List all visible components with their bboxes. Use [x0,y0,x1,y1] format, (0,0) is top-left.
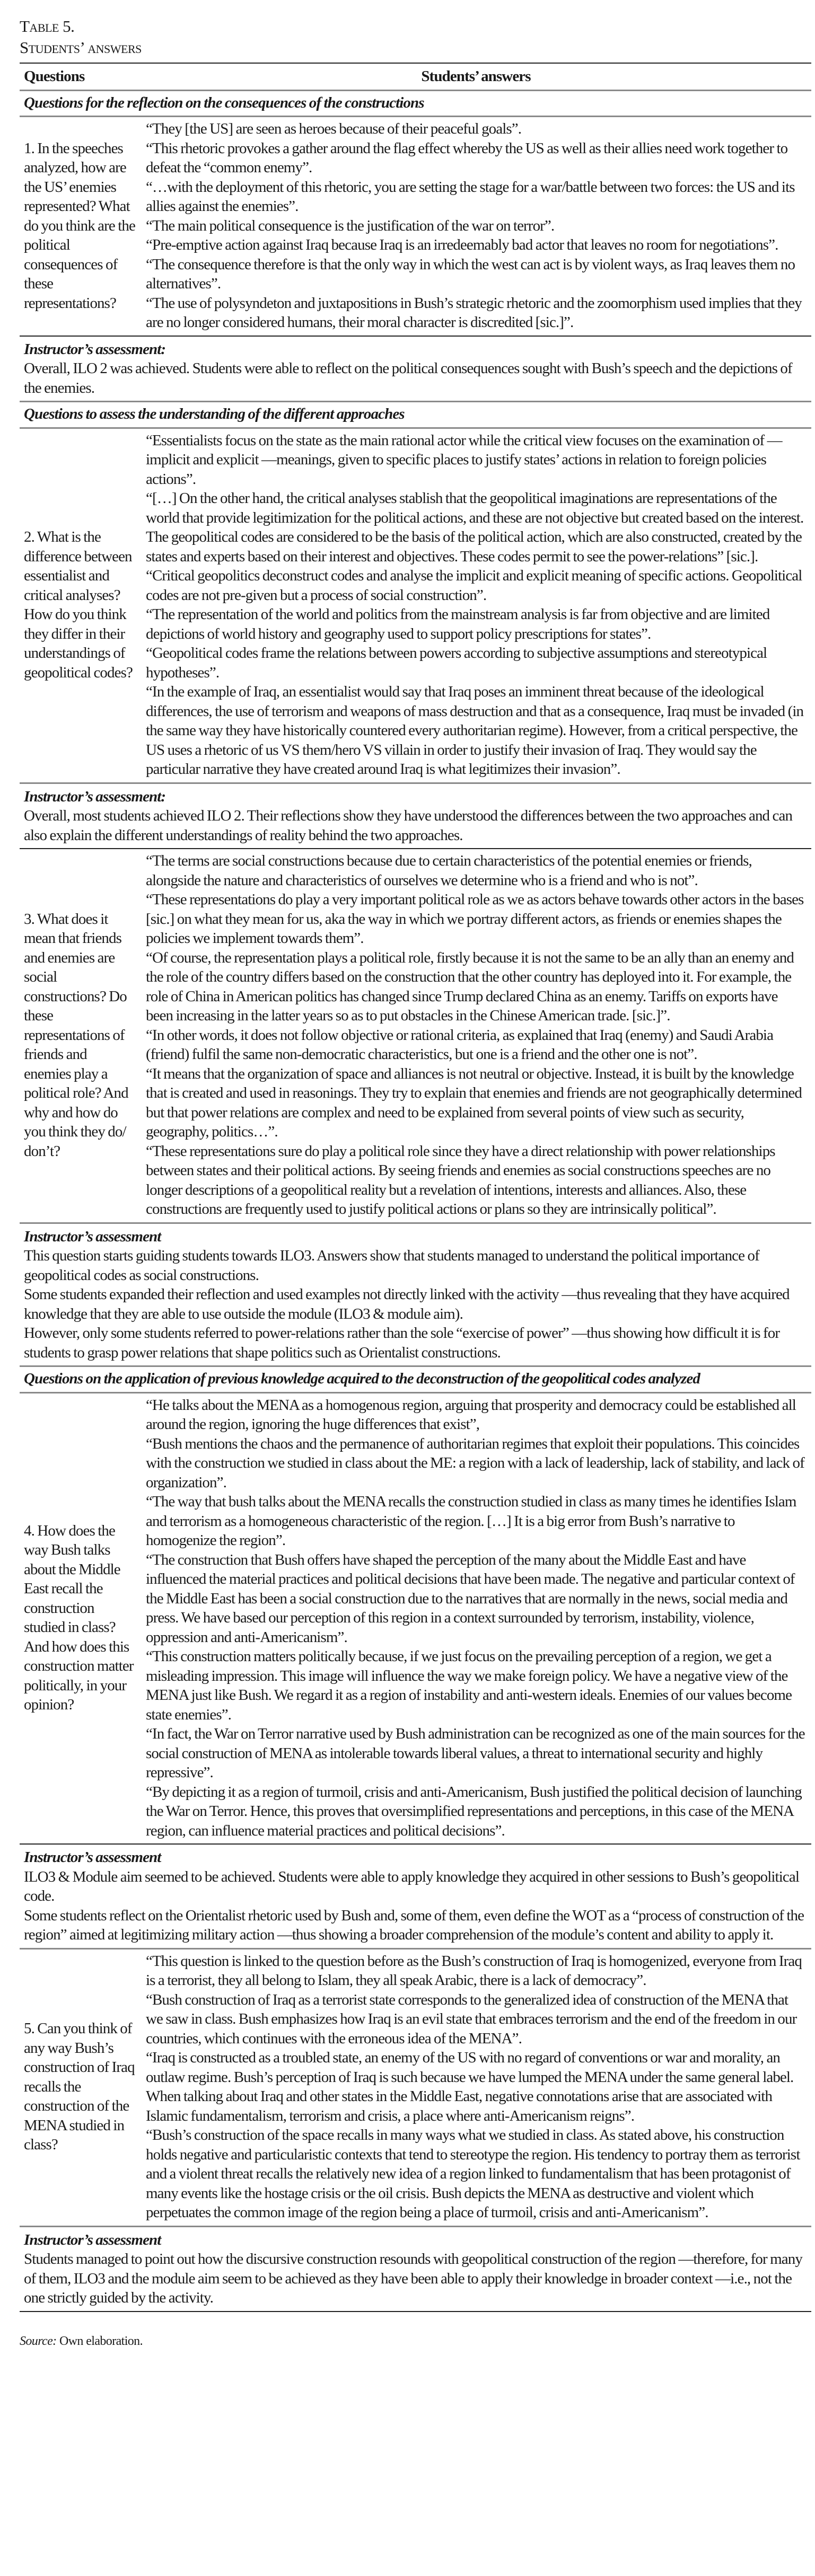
section-header-row [20,1366,811,1393]
student-answer: “…with the deployment of this rhetoric, you are setting the stage for a war/battle between two forces: the US and its allies against the enemies”. [146,178,795,215]
answers-column-header: Students’ answers [141,63,811,90]
assessment-title: Instructor’s assessment: [24,340,166,358]
source-label: Source: [20,2334,57,2348]
assessment-title: Instructor’s assessment [24,1849,161,1866]
student-answer: “This rhetoric provokes a gather around the flag effect whereby the US as well as their allies need work together to defeat the “common enemy”. [146,139,788,176]
student-answer: “[…] On the other hand, the critical analyses stablish that the geopolitical imaginations are representations of the world that provide legitimization for the political actions, and these are not objective but created based on the interest. The geopolitical codes are considered to be the basis of the political action, which are also constructed, created by the states and experts based on their interest and objectives. These codes permit to see the power-relations” [sic.]. [146,490,804,565]
instructor-assessment-cell [20,336,811,402]
questions-column-header: Questions [20,63,141,90]
question-cell: 4. How does the way Bush talks about the Middle East recall the construction studied in class? And how does this construction matter politically, in your opinion? [20,1392,141,1844]
instructor-assessment-row [20,2226,811,2312]
question-row [20,1392,811,1844]
assessment-paragraph: However, only some students referred to power-relations rather than the sole “exercise of power” —thus showing how difficult it is for students to grasp power relations that shape politics such as Orientalist constructions. [24,1325,780,1361]
section-header-row [20,402,811,428]
student-answer: “Bush mentions the chaos and the permanence of authoritarian regimes that exploit their populations. This coincides with the construction we studied in class about the ME: a region with a lack of leadership, lack of stability, and lack of organization”. [146,1435,804,1491]
instructor-assessment-row [20,336,811,402]
student-answer: “Bush’s construction of the space recalls in many ways what we studied in class. As stated above, his construction holds negative and particularistic contexts that tend to stereotype the region. His tendency to portray them as terrorist and a violent threat recalls the relatively new idea of a region linked to fundamentalism that has been protagonist of many events like the hostage crisis or the oil crisis. Bush depicts the MENA as destructive and violent which perpetuates the common image of the region being a place of turmoil, crisis and anti-Americanism”. [146,2127,800,2221]
question-cell: 1. In the speeches analyzed, how are the US’ enemies represented? What do you think are the political consequences of these representations? [20,117,141,336]
assessment-paragraph: Overall, most students achieved ILO 2. Their reflections show they have understood the differences between the two approaches and can also explain the different understandings of reality behind the two approaches. [24,807,793,844]
student-answer: “The main political consequence is the justification of the war on terror”. [146,217,555,234]
student-answer: “Of course, the representation plays a political role, firstly because it is not the same to be an ally than an enemy and the role of the country differs based on the construction that the other country has deployed into it. For example, the role of China in American politics has changed since Trump declared China as an enemy. Tariffs on exports have been increasing in the latter years so as to put obstacles in the Chinese American trade. [sic.]”. [146,949,794,1024]
assessment-paragraph: Some students reflect on the Orientalist rhetoric used by Bush and, some of them, even define the WOT as a “process of construction of the region” aimed at legitimizing military action —thus showing a broader comprehension of the module’s content and ability to apply it. [24,1907,804,1943]
answers-cell [141,849,811,1223]
student-answer: “It means that the organization of space and alliances is not neutral or objective. Instead, it is built by the knowledge that is created and used in reasonings. They try to explain that enemies and friends are not geographically determined but that power relations are complex and need to be explained from several points of view such as security, geography, politics…”. [146,1065,802,1140]
student-answer: “By depicting it as a region of turmoil, crisis and anti-Americanism, Bush justified the political decision of launching the War on Terror. Hence, this proves that oversimplified representations and perceptions, in this case of the MENA region, can influence material practices and political decisions”. [146,1783,802,1839]
student-answer: “This construction matters politically because, if we just focus on the prevailing perception of a region, we get a misleading impression. This image will influence the way we make foreign policy. We have a negative view of the MENA just like Bush. We regard it as a region of instability and anti-western ideals. Enemies of our values become state enemies”. [146,1648,792,1723]
student-answer: “Critical geopolitics deconstruct codes and analyse the implicit and explicit meaning of specific actions. Geopolitical codes are not pre-given but a process of social construction”. [146,567,802,604]
question-cell: 2. What is the difference between essentialist and critical analyses? How do you think they differ in their understandings of geopolitical codes? [20,428,141,783]
source-note [20,2334,811,2349]
instructor-assessment-cell [20,2226,811,2312]
section-header-row [20,90,811,117]
student-answer: “He talks about the MENA as a homogenous region, arguing that prosperity and democracy could be established all around the region, ignoring the huge differences that exist”, [146,1396,796,1433]
assessment-title: Instructor’s assessment: [24,788,166,805]
assessment-title: Instructor’s assessment [24,1228,161,1245]
section-title: Questions to assess the understanding of the different approaches [20,402,811,428]
student-answer: “These representations do play a very important political role as we as actors behave towards other actors in the bases [sic.] on what they mean for us, aka the way in which we portray different actors, as friends or enemies shapes the policies we implement towards them”. [146,891,804,947]
student-answer: “Bush construction of Iraq as a terrorist state corresponds to the generalized idea of construction of the MENA that we saw in class. Bush emphasizes how Iraq is an evil state that embraces terrorism and the end of the freedom in our countries, which continues with the erroneous idea of the MENA”. [146,1991,797,2047]
student-answer: “The terms are social constructions because due to certain characteristics of the potential enemies or friends, alongside the nature and characteristics of ourselves we determine who is a friend and who is not”. [146,852,752,889]
student-answer: “Iraq is constructed as a troubled state, an enemy of the US with no regard of conventions or war and morality, an outlaw regime. Bush’s perception of Iraq is such because we have lumped the MENA under the same general label. When talking about Iraq and other states in the Middle East, negative connotations arise that are associated with Islamic fundamentalism, terrorism and crisis, a place where anti-Americanism reigns”. [146,2049,794,2124]
student-answer: “The construction that Bush offers have shaped the perception of the many about the Middle East and have influenced the material practices and political decisions that have been made. The negative and particular context of the Middle East has been a social construction due to the narratives that are normally in the news, social media and press. We have based our perception of this region in a context surrounded by terrorism, instability, violence, oppression and anti-Americanism”. [146,1551,795,1646]
table-header-row [20,63,811,90]
instructor-assessment-cell [20,783,811,849]
question-cell: 3. What does it mean that friends and enemies are social constructions? Do these representations of friends and enemies play a political role? And why and how do you think they do/ don’t? [20,849,141,1223]
section-title: Questions on the application of previous knowledge acquired to the deconstruction of the geopolitical codes analyzed [20,1366,811,1393]
student-answer: “Pre-emptive action against Iraq because Iraq is an irredeemably bad actor that leaves no room for negotiations”. [146,236,778,253]
assessment-paragraph: ILO3 & Module aim seemed to be achieved. Students were able to apply knowledge they acquired in other sessions to Bush’s geopolitical code. [24,1868,799,1904]
assessment-paragraph: This question starts guiding students towards ILO3. Answers show that students managed to understand the political importance of geopolitical codes as social constructions. [24,1247,759,1284]
question-row [20,428,811,783]
instructor-assessment-row [20,1844,811,1948]
assessment-paragraph: Some students expanded their reflection and used examples not directly linked with the activity —thus revealing that they have acquired knowledge that they are able to use outside the module (ILO3 & module aim). [24,1286,790,1322]
question-row [20,849,811,1223]
student-answer: “These representations sure do play a political role since they have a direct relationship with power relationships between states and their political actions. By seeing friends and enemies as social constructions speeches are no longer descriptions of a geopolitical reality but a revelation of intentions, interests and alliances. Also, these constructions are frequently used to justify political actions or plans so they are intrinsically political”. [146,1142,775,1218]
question-row [20,1948,811,2226]
question-cell: 5. Can you think of any way Bush’s construction of Iraq recalls the construction of the MENA studied in class? [20,1948,141,2226]
student-answer: “Essentialists focus on the state as the main rational actor while the critical view focuses on the examination of —implicit and explicit —meanings, given to specific places to justify states’ actions in relation to foreign policies actions”. [146,431,782,488]
table-number: Table 5. [20,17,75,36]
source-text: Own elaboration. [59,2334,143,2348]
student-answer: “The way that bush talks about the MENA recalls the construction studied in class as many times he identifies Islam and terrorism as a homogeneous characteristic of the region. […] It is a big error from Bush’s narrative to homogenize the region”. [146,1493,796,1549]
instructor-assessment-row [20,783,811,849]
instructor-assessment-cell [20,1844,811,1948]
assessment-title: Instructor’s assessment [24,2231,161,2248]
answers-cell [141,1948,811,2226]
table-title: Students’ answers [20,38,142,57]
student-answer: “The consequence therefore is that the only way in which the west can act is by violent ways, as Iraq leaves them no alternatives”. [146,255,795,292]
question-row [20,117,811,336]
answers-cell [141,428,811,783]
assessment-paragraph: Overall, ILO 2 was achieved. Students were able to reflect on the political consequences sought with Bush’s speech and the depictions of the enemies. [24,360,792,396]
student-answer: “Geopolitical codes frame the relations between powers according to subjective assumptions and stereotypical hypotheses”. [146,645,767,681]
student-answer: “The use of polysyndeton and juxtapositions in Bush’s strategic rhetoric and the zoomorphism used implies that they are no longer considered humans, their moral character is discredited [sic.]”. [146,294,802,331]
students-answers-table [20,63,811,2312]
student-answer: “In the example of Iraq, an essentialist would say that Iraq poses an imminent threat because of the ideological differences, the use of terrorism and weapons of mass destruction and that as a consequence, Iraq must be invaded (in the same way they have historically countered every authoritarian regime). However, from a critical perspective, the US uses a rhetoric of us VS them/hero VS villain in order to justify their invasion of Iraq. They would say the particular narrative they have created around Iraq is what legitimizes their invasion”. [146,683,804,778]
student-answer: “This question is linked to the question before as the Bush’s construction of Iraq is homogenized, everyone from Iraq is a terrorist, they all belong to Islam, they all speak Arabic, there is a lack of democracy”. [146,1952,802,1989]
student-answer: “In fact, the War on Terror narrative used by Bush administration can be recognized as one of the main sources for the social construction of MENA as intolerable towards liberal values, a threat to international security and highly repressive”. [146,1725,805,1781]
section-title: Questions for the reflection on the consequences of the constructions [20,90,811,117]
answers-cell [141,1392,811,1844]
assessment-paragraph: Students managed to point out how the discursive construction resounds with geopolitical construction of the region —therefore, for many of them, ILO3 and the module aim seem to be achieved as they have been able to apply their knowledge in broader context —i.e., not the one strictly guided by the activity. [24,2251,802,2306]
instructor-assessment-row [20,1223,811,1366]
student-answer: “The representation of the world and politics from the mainstream analysis is far from objective and are limited depictions of world history and geography used to support policy prescriptions for states”. [146,606,770,642]
instructor-assessment-cell [20,1223,811,1366]
answers-cell [141,117,811,336]
student-answer: “In other words, it does not follow objective or rational criteria, as explained that Iraq (enemy) and Saudi Arabia (friend) fulfil the same non-democratic characteristics, but one is a friend and the other one is not”. [146,1026,774,1063]
student-answer: “They [the US] are seen as heroes because of their peaceful goals”. [146,120,522,137]
